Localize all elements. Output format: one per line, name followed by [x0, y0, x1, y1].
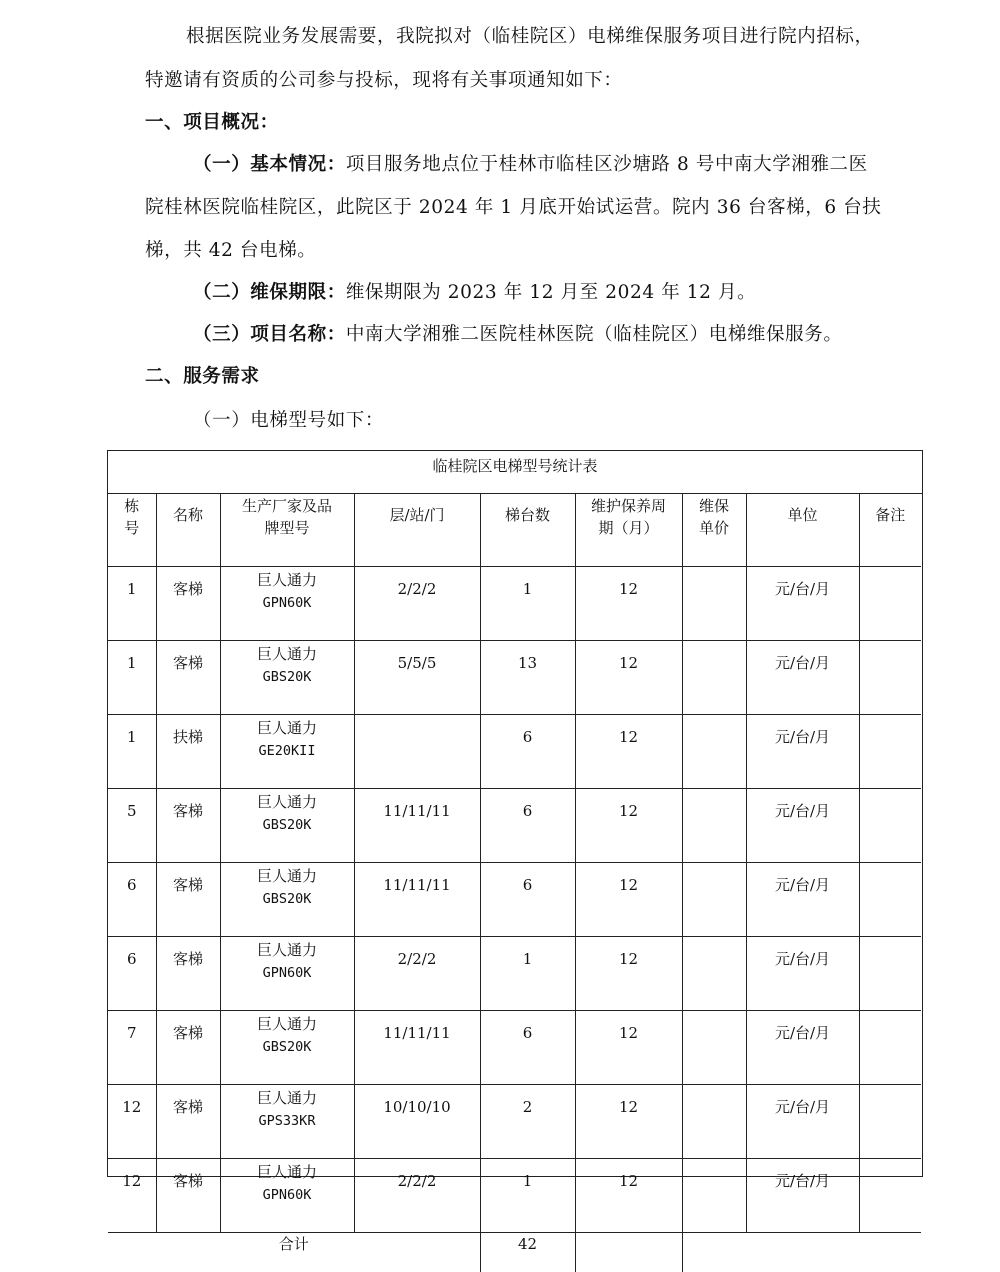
table-row [108, 1011, 921, 1085]
cell-building: 1 [108, 567, 156, 641]
cell-building: 5 [108, 789, 156, 863]
table-header-row [108, 493, 921, 567]
table-total-row [108, 1233, 921, 1272]
cell-maker [220, 789, 354, 863]
cell-name: 客梯 [156, 1159, 220, 1233]
cell-price [682, 715, 746, 789]
brand-text: 巨人通力 [257, 571, 317, 589]
header-name: 名称 [156, 493, 220, 567]
table-grid [108, 493, 921, 1272]
cell-cycle: 12 [575, 715, 682, 789]
cell-unit: 元/台/月 [746, 1085, 859, 1159]
header-maker: 生产厂家及品 牌型号 [220, 493, 354, 567]
brand-text: 巨人通力 [257, 867, 317, 885]
cell-price [682, 789, 746, 863]
cell-cycle: 12 [575, 1085, 682, 1159]
cell-count: 6 [480, 789, 575, 863]
cell-cycle: 12 [575, 567, 682, 641]
cell-cycle: 12 [575, 1011, 682, 1085]
cell-name: 客梯 [156, 789, 220, 863]
cell-maker [220, 937, 354, 1011]
cell-floors: 2/2/2 [354, 937, 480, 1011]
table-row [108, 715, 921, 789]
header-remark: 备注 [859, 493, 921, 567]
model-text: GBS20K [263, 817, 312, 833]
cell-cycle: 12 [575, 641, 682, 715]
cell-name: 客梯 [156, 641, 220, 715]
cell-price [682, 1011, 746, 1085]
brand-text: 巨人通力 [257, 719, 317, 737]
cell-unit: 元/台/月 [746, 937, 859, 1011]
cell-count: 13 [480, 641, 575, 715]
models-intro: （一）电梯型号如下： [193, 406, 384, 432]
cell-cycle: 12 [575, 863, 682, 937]
cell-price [682, 1159, 746, 1233]
cell-price [682, 863, 746, 937]
header-unit: 单位 [746, 493, 859, 567]
brand-text: 巨人通力 [257, 645, 317, 663]
cell-count: 6 [480, 715, 575, 789]
cell-floors: 11/11/11 [354, 863, 480, 937]
table-title: 临桂院区电梯型号统计表 [108, 451, 922, 494]
cell-building: 6 [108, 863, 156, 937]
table-row [108, 567, 921, 641]
period-line [193, 278, 756, 304]
cell-building: 12 [108, 1085, 156, 1159]
basic-info-line-3: 梯，共 42 台电梯。 [145, 236, 316, 262]
total-empty-rest [682, 1233, 921, 1272]
basic-info-text: 项目服务地点位于桂林市临桂区沙塘路 8 号中南大学湘雅二医 [346, 154, 868, 175]
cell-cycle: 12 [575, 937, 682, 1011]
cell-price [682, 937, 746, 1011]
header-cycle: 维护保养周 期（月） [575, 493, 682, 567]
model-text: GPN60K [263, 1187, 312, 1203]
model-text: GBS20K [263, 891, 312, 907]
cell-remark [859, 715, 921, 789]
section-1-heading: 一、项目概况： [145, 108, 279, 134]
section-2-heading: 二、服务需求 [145, 362, 260, 388]
total-count: 42 [480, 1233, 575, 1272]
cell-price [682, 641, 746, 715]
cell-remark [859, 1011, 921, 1085]
cell-remark [859, 1085, 921, 1159]
cell-maker [220, 1011, 354, 1085]
header-count: 梯台数 [480, 493, 575, 567]
table-row [108, 1085, 921, 1159]
period-label: （二）维保期限： [193, 282, 346, 303]
model-text: GPS33KR [259, 1113, 316, 1129]
model-text: GE20KII [259, 743, 316, 759]
cell-unit: 元/台/月 [746, 1011, 859, 1085]
cell-remark [859, 937, 921, 1011]
cell-building: 1 [108, 641, 156, 715]
intro-line-1: 根据医院业务发展需要，我院拟对（临桂院区）电梯维保服务项目进行院内招标， [186, 22, 874, 48]
intro-line-2: 特邀请有资质的公司参与投标，现将有关事项通知如下： [145, 66, 623, 92]
cell-unit: 元/台/月 [746, 567, 859, 641]
table-row [108, 937, 921, 1011]
model-text: GBS20K [263, 669, 312, 685]
project-name-line [193, 320, 842, 346]
basic-info-label: （一）基本情况： [193, 154, 346, 175]
cell-name: 客梯 [156, 1011, 220, 1085]
model-text: GPN60K [263, 595, 312, 611]
cell-count: 1 [480, 937, 575, 1011]
cell-building: 6 [108, 937, 156, 1011]
brand-text: 巨人通力 [257, 793, 317, 811]
cell-floors: 2/2/2 [354, 567, 480, 641]
cell-unit: 元/台/月 [746, 641, 859, 715]
elevator-model-table [107, 450, 923, 1177]
cell-cycle: 12 [575, 789, 682, 863]
cell-cycle: 12 [575, 1159, 682, 1233]
period-text: 维保期限为 2023 年 12 月至 2024 年 12 月。 [346, 282, 756, 303]
brand-text: 巨人通力 [257, 941, 317, 959]
basic-info-line-2: 院桂林医院临桂院区，此院区于 2024 年 1 月底开始试运营。院内 36 台客梯，6 台扶 [145, 193, 881, 219]
cell-unit: 元/台/月 [746, 789, 859, 863]
cell-maker [220, 1085, 354, 1159]
model-text: GPN60K [263, 965, 312, 981]
cell-maker [220, 715, 354, 789]
cell-remark [859, 641, 921, 715]
table-row [108, 789, 921, 863]
basic-info-line-1 [193, 150, 868, 176]
cell-remark [859, 1159, 921, 1233]
project-name-label: （三）项目名称： [193, 324, 346, 345]
cell-name: 扶梯 [156, 715, 220, 789]
cell-building: 1 [108, 715, 156, 789]
cell-floors: 11/11/11 [354, 789, 480, 863]
cell-floors [354, 715, 480, 789]
cell-remark [859, 789, 921, 863]
project-name-text: 中南大学湘雅二医院桂林医院（临桂院区）电梯维保服务。 [346, 324, 843, 345]
cell-count: 2 [480, 1085, 575, 1159]
cell-building: 7 [108, 1011, 156, 1085]
cell-floors: 5/5/5 [354, 641, 480, 715]
cell-floors: 11/11/11 [354, 1011, 480, 1085]
brand-text: 巨人通力 [257, 1163, 317, 1181]
table-row [108, 1159, 921, 1233]
brand-text: 巨人通力 [257, 1015, 317, 1033]
header-floors: 层/站/门 [354, 493, 480, 567]
cell-unit: 元/台/月 [746, 863, 859, 937]
cell-maker [220, 863, 354, 937]
model-text: GBS20K [263, 1039, 312, 1055]
header-building: 栋 号 [108, 493, 156, 567]
cell-name: 客梯 [156, 937, 220, 1011]
header-price: 维保 单价 [682, 493, 746, 567]
cell-count: 6 [480, 1011, 575, 1085]
cell-unit: 元/台/月 [746, 715, 859, 789]
cell-name: 客梯 [156, 1085, 220, 1159]
cell-count: 1 [480, 567, 575, 641]
cell-price [682, 567, 746, 641]
table-row [108, 863, 921, 937]
cell-maker [220, 641, 354, 715]
total-empty-cycle [575, 1233, 682, 1272]
total-label: 合计 [108, 1233, 480, 1272]
brand-text: 巨人通力 [257, 1089, 317, 1107]
cell-remark [859, 567, 921, 641]
cell-floors: 10/10/10 [354, 1085, 480, 1159]
cell-maker [220, 1159, 354, 1233]
cell-price [682, 1085, 746, 1159]
cell-floors: 2/2/2 [354, 1159, 480, 1233]
table-row [108, 641, 921, 715]
cell-unit: 元/台/月 [746, 1159, 859, 1233]
cell-remark [859, 863, 921, 937]
cell-name: 客梯 [156, 567, 220, 641]
cell-name: 客梯 [156, 863, 220, 937]
cell-count: 1 [480, 1159, 575, 1233]
cell-maker [220, 567, 354, 641]
cell-count: 6 [480, 863, 575, 937]
cell-building: 12 [108, 1159, 156, 1233]
